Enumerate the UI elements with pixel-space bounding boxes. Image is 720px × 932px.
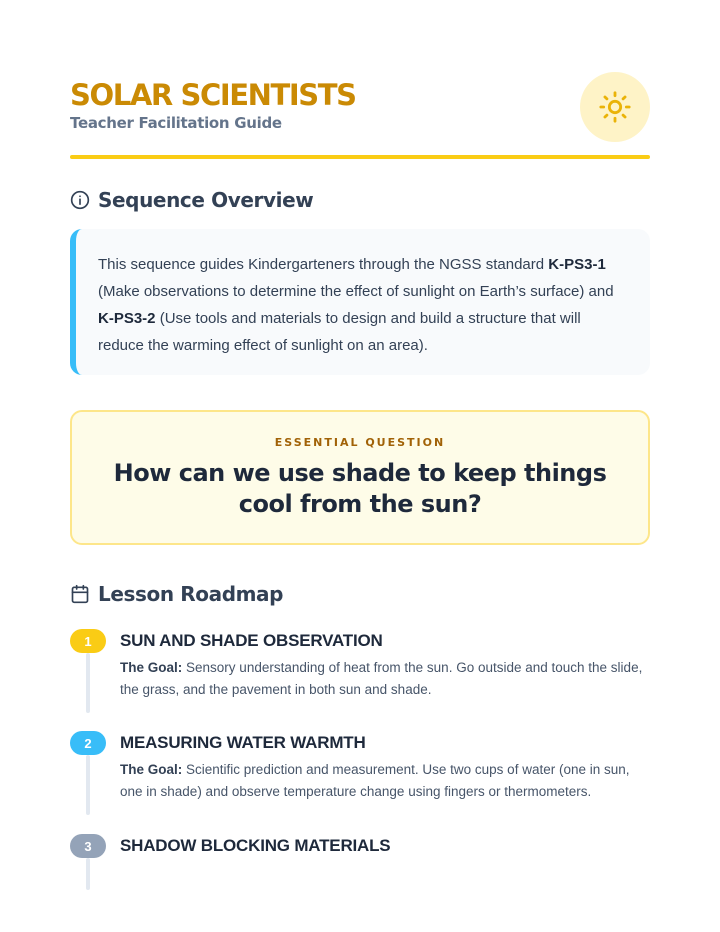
sun-icon xyxy=(598,90,632,124)
roadmap-step-2 xyxy=(70,731,650,815)
document-header xyxy=(70,72,650,158)
overview-card xyxy=(70,229,650,375)
overview-text-part: (Make observations to determine the effect of sunlight on Earth’s surface) and xyxy=(98,283,614,300)
step-title: SUN AND SHADE OBSERVATION xyxy=(120,631,383,650)
standard-code: K-PS3-1 xyxy=(548,256,606,273)
step-connector-line xyxy=(86,858,90,890)
sun-badge xyxy=(580,72,650,142)
step-title: SHADOW BLOCKING MATERIALS xyxy=(120,836,391,855)
document-title: SOLAR SCIENTISTS xyxy=(70,78,356,112)
step-goal xyxy=(120,759,650,803)
step-connector-line xyxy=(86,653,90,713)
roadmap-heading xyxy=(70,582,283,606)
roadmap-title: Lesson Roadmap xyxy=(98,582,284,606)
step-title: MEASURING WATER WARMTH xyxy=(120,733,366,752)
essential-question-card xyxy=(70,410,650,545)
overview-text-part: This sequence guides Kindergarteners through the NGSS standard xyxy=(98,256,549,273)
goal-label: The Goal: xyxy=(120,660,183,675)
standard-code: K-PS3-2 xyxy=(98,310,156,327)
document-subtitle: Teacher Facilitation Guide xyxy=(70,114,282,132)
header-divider xyxy=(70,155,650,159)
overview-text xyxy=(98,251,626,359)
step-number-badge: 3 xyxy=(70,834,106,858)
step-connector-line xyxy=(86,755,90,815)
calendar-icon xyxy=(70,584,90,604)
overview-title: Sequence Overview xyxy=(98,188,314,212)
roadmap-step-3 xyxy=(70,834,650,894)
essential-question-text: How can we use shade to keep things cool from the sun? xyxy=(113,459,607,518)
overview-text-part: (Use tools and materials to design and build a structure that will reduce the warming effect of sunlight on an area). xyxy=(98,310,581,354)
goal-text: Scientific prediction and measurement. Use two cups of water (one in sun, one in shade) and observe temperature change using fingers or thermometers. xyxy=(120,762,630,799)
roadmap-step-1 xyxy=(70,629,650,713)
step-number-badge: 2 xyxy=(70,731,106,755)
info-icon xyxy=(70,190,90,210)
goal-label: The Goal: xyxy=(120,762,183,777)
step-number-badge: 1 xyxy=(70,629,106,653)
step-goal xyxy=(120,657,650,701)
goal-text: Sensory understanding of heat from the sun. Go outside and touch the slide, the grass, and the pavement in both sun and shade. xyxy=(120,660,643,697)
essential-question-label: ESSENTIAL QUESTION xyxy=(274,436,446,449)
overview-heading xyxy=(70,188,313,212)
